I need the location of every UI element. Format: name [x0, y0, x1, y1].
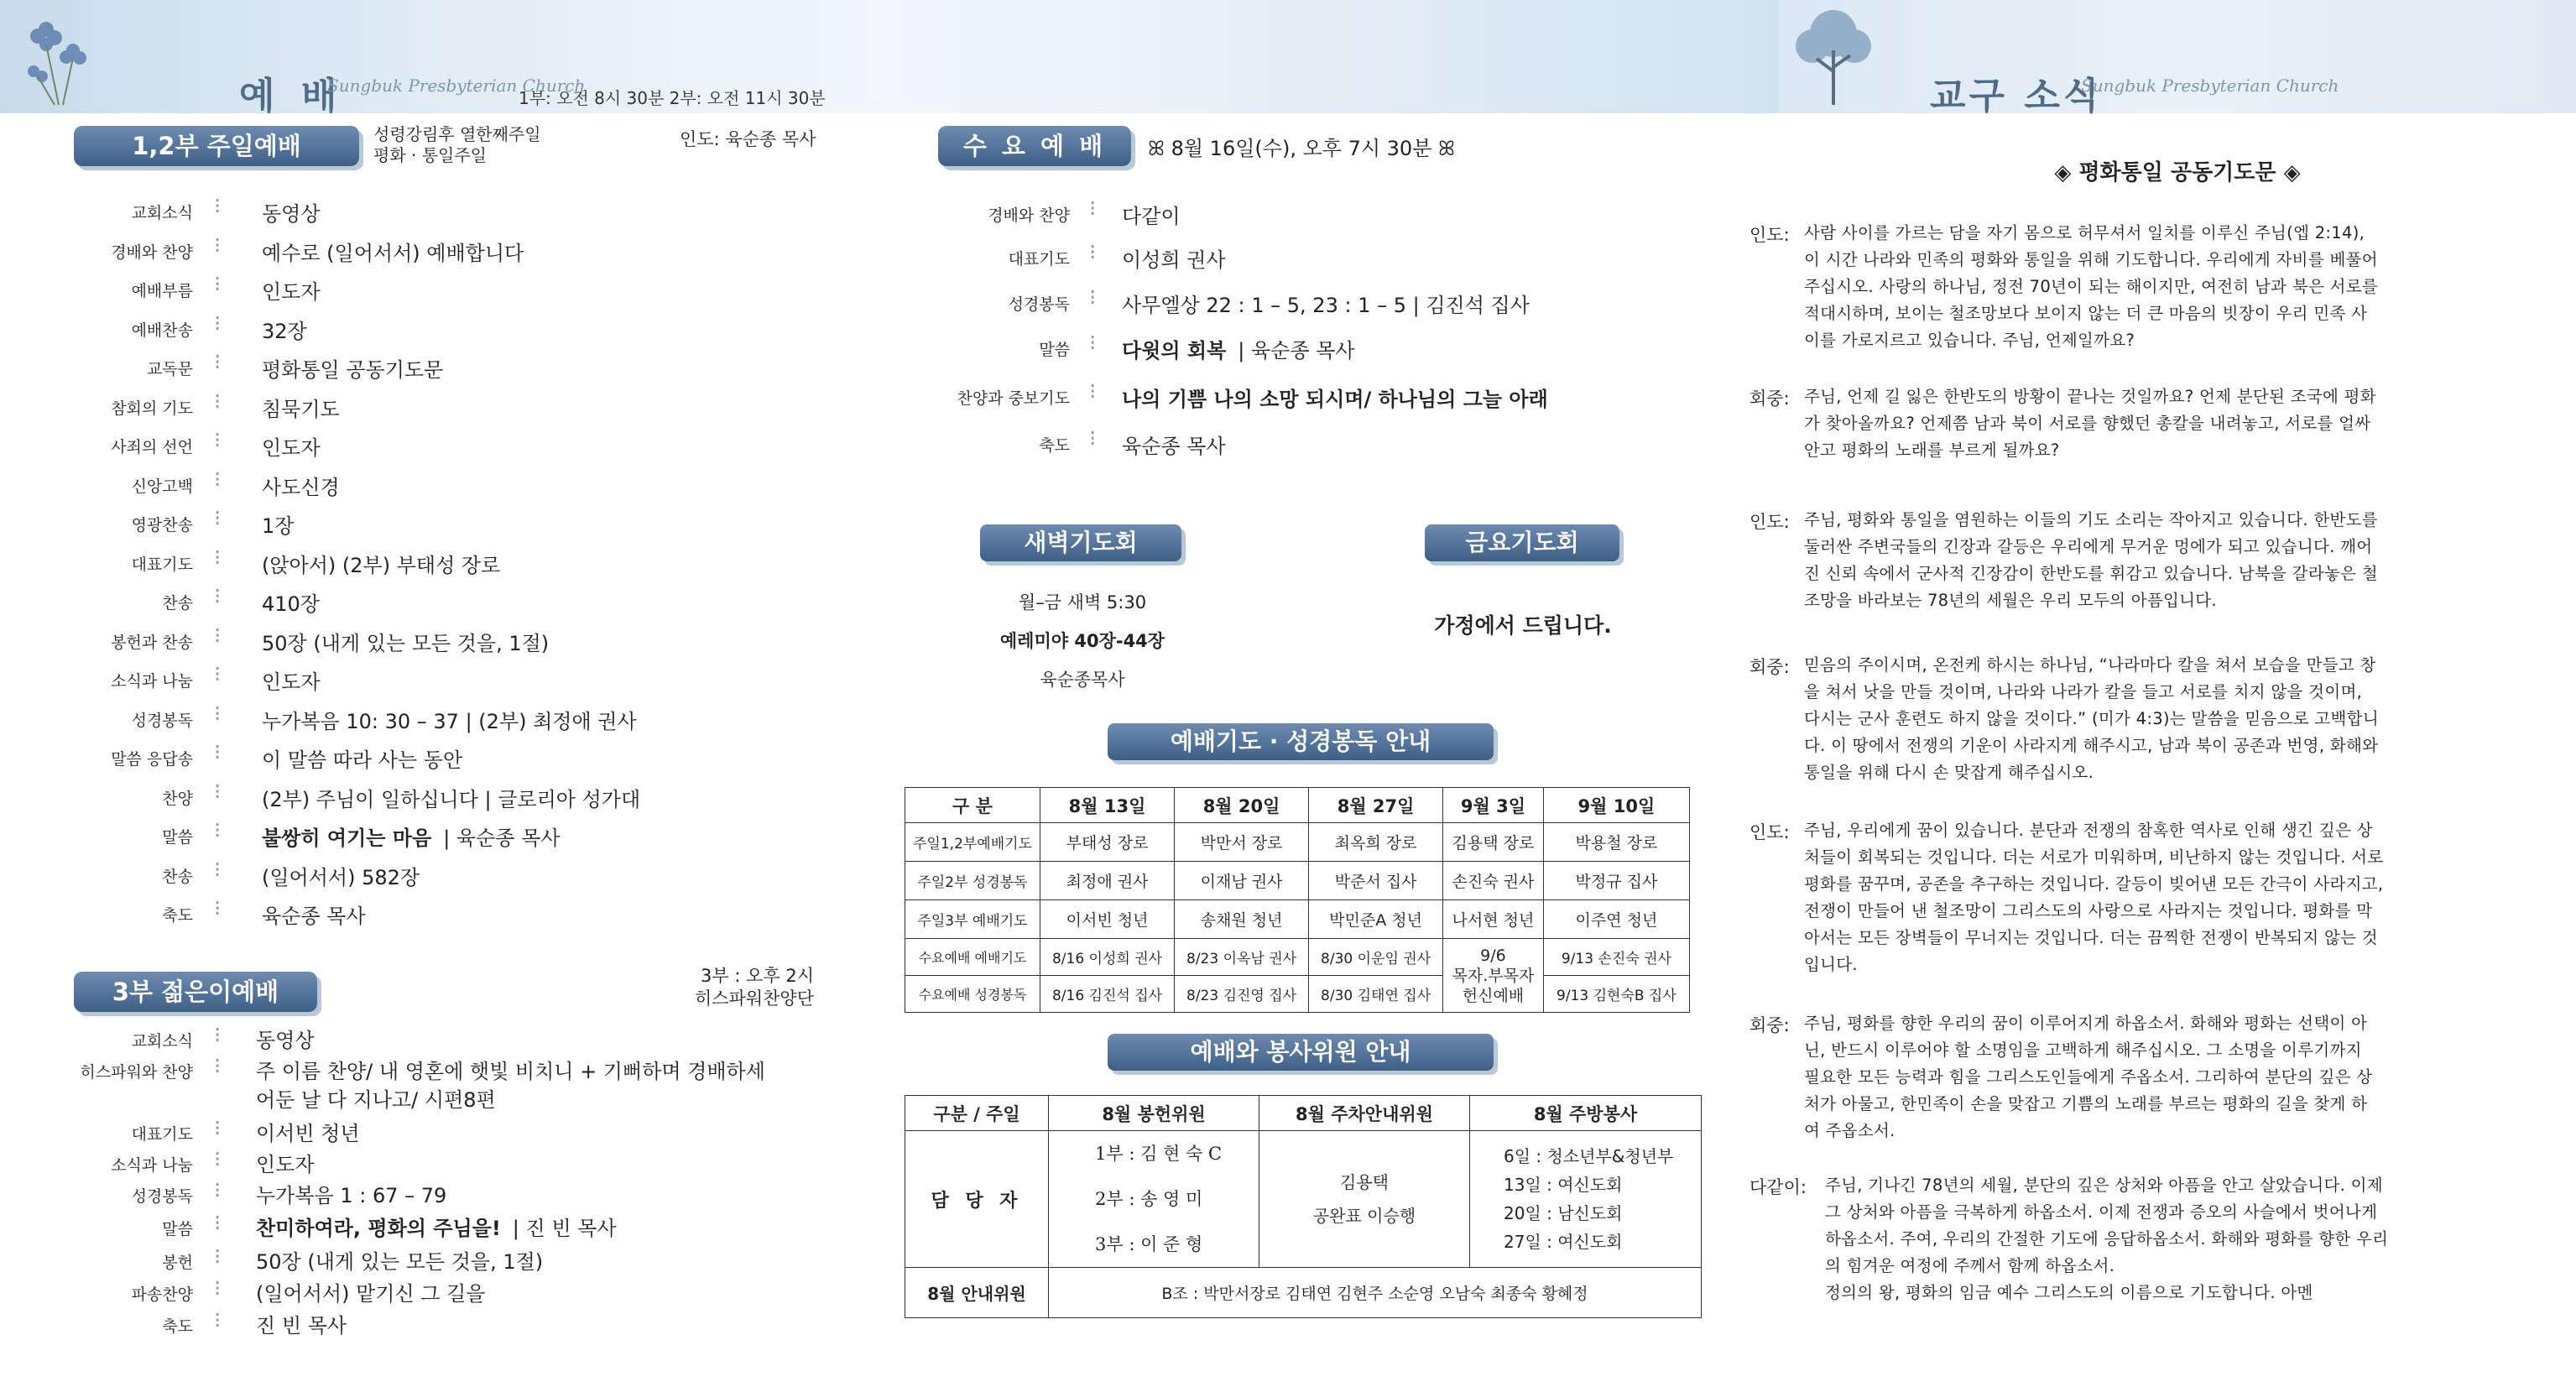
- order-value-text: 육순종 목사: [1122, 435, 1226, 458]
- order-row: [25, 232, 864, 276]
- table-cell: 박만서 장로: [1175, 823, 1309, 862]
- prayer-speaker: 회중:: [1749, 388, 1790, 409]
- order-value: [262, 275, 321, 305]
- order-label: 성경봉독: [131, 711, 193, 730]
- order-value-text: 평화통일 공동기도문: [262, 358, 444, 382]
- order-value: [262, 627, 549, 656]
- order-separator: ⁝: [214, 388, 222, 415]
- order-row: [25, 506, 864, 549]
- order-separator: ⁝: [214, 662, 222, 687]
- prayer-line: 진 신뢰 속에서 군사적 긴장감이 한반도를 휘감고 있습니다. 남북을 갈라놓은 철: [1804, 564, 2378, 583]
- table-cell: 9/13 손진숙 권사: [1543, 939, 1689, 976]
- prayer-line: 가 찾아올까요? 언제쯤 남과 북이 서로를 향했던 총칼을 내려놓고, 서로를 얼싸: [1804, 414, 2371, 433]
- order-value: [1122, 200, 1181, 229]
- merged-line-1: 9/6: [1480, 946, 1506, 965]
- order-value-text: 인도자: [256, 1153, 315, 1176]
- table-cell-merged: [1443, 939, 1544, 1013]
- order-value: [256, 1119, 360, 1148]
- order-label: 영광찬송: [131, 516, 193, 534]
- table-cell: 8월 안내위원: [905, 1268, 1049, 1318]
- prayer-speaker: 회중:: [1749, 657, 1790, 677]
- prayer-line: 이 시간 나라와 민족의 평화와 통일을 위해 기도합니다. 우리에게 자비를 베풀어: [1804, 250, 2378, 269]
- offering-3: 3부 : 이 준 형: [1095, 1234, 1203, 1254]
- order-label: 신앙고백: [131, 477, 193, 496]
- order-value-text: 누가복음 10: 30 – 37 | (2부) 최정애 권사: [262, 709, 637, 733]
- flower-icon: [13, 4, 105, 109]
- order-value: [262, 821, 560, 851]
- order-separator: ⁝: [214, 1023, 222, 1048]
- wednesday-title: 수 요 예 배: [938, 126, 1131, 166]
- prayer-line: 처가 아물고, 한민족이 손을 맞잡고 기쁨의 노래를 부르는 평화의 길을 찾게 하: [1804, 1094, 2368, 1113]
- order-separator: ⁝: [214, 1276, 222, 1301]
- order-row: [25, 272, 864, 315]
- order-value-text: 이성희 권사: [1122, 248, 1226, 272]
- order-separator: ⁝: [214, 1116, 222, 1141]
- kitchen-cell: [1470, 1131, 1702, 1268]
- order-value: [1122, 430, 1226, 459]
- prayer-line: 사람 사이를 가르는 담을 자기 몸으로 허무셔서 일치를 이루신 주님(엡 2:14),: [1804, 223, 2365, 242]
- prayer-line: 조망을 바라보는 78년의 세월은 우리 모두의 아픔입니다.: [1804, 591, 2217, 610]
- wednesday-date: ꕤ 8월 16일(수), 오후 7시 30분 ꕤ: [1148, 137, 1455, 160]
- table-cell: 8/30 김태연 집사: [1309, 976, 1443, 1013]
- order-separator: ⁝: [214, 1147, 222, 1172]
- order-row: [25, 545, 864, 588]
- order-value: [256, 1057, 765, 1114]
- table-row: [905, 1131, 1702, 1268]
- table-header: 9월 10일: [1543, 788, 1689, 823]
- order-label: 말씀: [162, 828, 193, 847]
- order-value: [262, 861, 420, 890]
- order-label: 찬송: [162, 867, 193, 886]
- order-value: [262, 393, 340, 422]
- order-label: 축도: [162, 906, 193, 925]
- order-value: [256, 1150, 315, 1179]
- order-row: [25, 896, 864, 939]
- service12-subtitle: [373, 124, 541, 166]
- prayer-line: 필요한 모든 능력과 힘을 그리스도인들에게 주옵소서. 그리하여 분단의 깊은 상: [1804, 1067, 2373, 1087]
- table-cell: 담 당 자: [905, 1131, 1049, 1268]
- order-separator: ⁝: [214, 857, 222, 883]
- order-value-text: 동영상: [256, 1029, 315, 1052]
- order-value: [256, 1248, 543, 1276]
- merged-line-2: 목자.부목자: [1452, 966, 1535, 985]
- table-header: 9월 3일: [1443, 788, 1544, 823]
- service12-subtitle-1: 성령강림후 열한째주일: [373, 124, 541, 144]
- prayer-line: 을 쳐서 낫을 만들 것이며, 나라와 나라가 칼을 들고 서로를 치지 않을 것이며,: [1804, 682, 2363, 701]
- table-cell: 8/30 이운임 권사: [1309, 939, 1443, 976]
- order-value-suffix: | 육순종 목사: [1238, 339, 1355, 362]
- order-label: 교독문: [146, 360, 193, 378]
- order-value: [262, 665, 321, 695]
- dawn-line-2: 예레미야 40장-44장: [999, 631, 1165, 651]
- order-row: [25, 194, 864, 237]
- prayer-line: 평화를 꿈꾸며, 공존을 추구하는 것입니다. 갈등이 빚어낸 모든 간극이 사라지고,: [1804, 874, 2384, 894]
- table-cell: 최정애 권사: [1040, 862, 1175, 900]
- order-row: [25, 662, 864, 705]
- order-separator: ⁝: [214, 779, 222, 805]
- table-row: [905, 900, 1690, 939]
- order-label: 성경봉독: [1008, 295, 1070, 314]
- order-row: [25, 350, 864, 393]
- order-separator: ⁝: [214, 896, 222, 921]
- order-value-text: 다윗의 회복: [1122, 339, 1227, 362]
- order-label: 찬송: [162, 594, 193, 613]
- table-cell: 박민준A 청년: [1309, 900, 1443, 939]
- prayer-line: 전쟁이 만들어 낸 철조망이 그리스도의 사랑으로 사라지는 것입니다. 평화를 막: [1804, 901, 2373, 920]
- order-separator: ⁝: [214, 310, 222, 336]
- prayer-line: 하옵소서. 주여, 우리의 간절한 기도에 응답하옵소서. 화해와 평화를 향한 우리: [1825, 1229, 2389, 1249]
- order-value: [256, 1181, 446, 1210]
- prayer-line: 닌, 반드시 이루어야 할 소명임을 고백하게 해주십시오. 그 소명을 이루기까지: [1804, 1040, 2362, 1060]
- order-value-text: 동영상: [262, 202, 321, 226]
- order-label: 말씀: [162, 1220, 193, 1238]
- table-header: 구분 / 주일: [905, 1096, 1049, 1131]
- order-separator: ⁝: [214, 623, 222, 649]
- order-value-suffix: | 진 빈 목사: [512, 1217, 617, 1240]
- order-value-suffix: | 육순종 목사: [443, 826, 561, 850]
- table-cell: 박정규 집사: [1543, 862, 1689, 900]
- order-value-text: 사도신경: [262, 475, 340, 499]
- order-value-text: 이 말씀 따라 사는 동안: [262, 748, 463, 772]
- order-separator: ⁝: [1089, 285, 1097, 310]
- order-label: 경배와 찬양: [111, 242, 193, 262]
- kitchen-2: 13일 : 여신도회: [1504, 1175, 1623, 1195]
- order-label: 축도: [1039, 436, 1070, 455]
- table-cell: 김용택 장로: [1443, 823, 1544, 862]
- table-header-row: [905, 1096, 1702, 1131]
- order-value: [262, 471, 340, 500]
- dawn-prayer-title: 새벽기도회: [980, 524, 1181, 561]
- order-value-text: (일어서서) 582장: [262, 865, 420, 889]
- order-value-text: 찬미하여라, 평화의 주님을!: [256, 1217, 501, 1240]
- order-value-text: 불쌍히 여기는 마음: [262, 826, 432, 850]
- church-script: Sungbuk Presbyterian Church: [327, 76, 586, 96]
- parking-cell: [1259, 1131, 1470, 1268]
- table-cell: 이서빈 청년: [1040, 900, 1175, 939]
- prayer-line: 다. 이 땅에서 전쟁의 기운이 사라지게 해주시고, 남과 북이 공존과 번영, 화해와: [1804, 736, 2379, 755]
- prayer-line: 적대시하며, 보이는 철조망보다 보이지 않는 더 큰 마음의 빗장이 우리 민족 사: [1804, 304, 2368, 323]
- table-row: [905, 862, 1690, 900]
- order-label: 사죄의 선언: [111, 438, 193, 456]
- table-cell: 나서현 청년: [1443, 900, 1544, 939]
- order-value-text: 침묵기도: [262, 397, 340, 421]
- order-value-line2: 어둔 날 다 지나고/ 시편8편: [256, 1088, 496, 1112]
- prayer-line: 주님, 우리에게 꿈이 있습니다. 분단과 전쟁의 참혹한 역사로 인해 생긴 깊은 상: [1804, 821, 2373, 840]
- order-value-text: 누가복음 1 : 67 – 79: [256, 1184, 447, 1207]
- worship-header-title: 예 배: [239, 75, 344, 117]
- order-label: 봉헌과 찬송: [111, 633, 193, 652]
- table-cell: 이재남 권사: [1175, 862, 1309, 900]
- table-row: [905, 823, 1690, 862]
- service3-team: 히스파워찬양단: [694, 988, 814, 1009]
- service3-time-block: [613, 965, 814, 1010]
- order-value: [262, 549, 500, 578]
- kitchen-4: 27일 : 여신도회: [1504, 1232, 1623, 1252]
- order-separator: ⁝: [1089, 240, 1097, 265]
- order-row: [25, 388, 864, 432]
- order-value-text: (2부) 주님이 일하십니다 | 글로리아 성가대: [262, 787, 641, 811]
- order-value-text: 진 빈 목사: [256, 1314, 347, 1337]
- order-value-text: 다같이: [1122, 205, 1181, 228]
- prayer-line: 다시는 군사 훈련도 하지 않을 것이다.” (미가 4:3)는 말씀을 믿음으로 고백합니: [1804, 709, 2379, 728]
- order-value: [262, 899, 366, 929]
- church-script-right: Sungbuk Presbyterian Church: [2081, 76, 2339, 96]
- order-value-text: 1장: [262, 514, 295, 538]
- order-separator: ⁝: [214, 232, 222, 258]
- order-label: 파송찬양: [131, 1285, 193, 1304]
- order-separator: ⁝: [214, 272, 222, 297]
- order-separator: ⁝: [214, 467, 222, 493]
- order-value-text: 인도자: [262, 280, 321, 304]
- order-separator: ⁝: [214, 1178, 222, 1203]
- volunteer-table: [905, 1095, 1702, 1318]
- merged-line-3: 헌신예배: [1462, 986, 1525, 1005]
- table-row: [905, 939, 1690, 976]
- order-value-text: 나의 기쁨 나의 소망 되시며/ 하나님의 그늘 아래: [1122, 388, 1548, 411]
- service3-time: 3부 : 오후 2시: [701, 966, 814, 986]
- order-value-text: 예수로 (일어서서) 예배합니다: [262, 241, 524, 265]
- order-value: [262, 587, 320, 617]
- kitchen-3: 20일 : 남신도회: [1504, 1203, 1623, 1223]
- table-cell: 주일1,2부예배기도: [905, 823, 1040, 862]
- order-separator: ⁝: [214, 1308, 222, 1333]
- order-value-text: 50장 (내게 있는 모든 것을, 1절): [262, 631, 550, 655]
- order-row: [25, 857, 864, 900]
- order-value-text: 32장: [262, 319, 307, 343]
- order-label: 대표기도: [131, 555, 193, 574]
- table-cell: 손진숙 권사: [1443, 862, 1544, 900]
- order-value: [256, 1280, 485, 1308]
- table-cell: 8/23 김진영 집사: [1175, 976, 1309, 1013]
- order-value-text: 주 이름 찬양/ 내 영혼에 햇빛 비치니 + 기뻐하며 경배하세: [256, 1060, 765, 1083]
- table-cell: 8/23 이옥남 권사: [1175, 939, 1309, 976]
- prayer-table-title: 예배기도 · 성경봉독 안내: [1108, 723, 1494, 760]
- order-label: 히스파워와 찬양: [80, 1063, 193, 1082]
- prayer-line: 아서는 모든 장벽들이 무너지는 것입니다. 더는 끔찍한 전쟁이 반복되지 않는 것: [1804, 928, 2378, 947]
- order-label: 소식과 나눔: [111, 672, 193, 691]
- order-label: 교회소식: [131, 204, 193, 222]
- order-value-text: 인도자: [262, 436, 321, 460]
- order-row: [25, 818, 864, 861]
- order-value: [262, 431, 321, 461]
- table-header: 8월 27일: [1309, 788, 1443, 823]
- table-cell: B조 : 박만서장로 김태연 김현주 소순영 오남숙 최종숙 황혜정: [1049, 1268, 1702, 1318]
- prayer-line: 정의의 왕, 평화의 임금 예수 그리스도의 이름으로 기도합니다. 아멘: [1825, 1283, 2313, 1302]
- order-separator: ⁝: [1089, 426, 1097, 451]
- order-label: 예배찬송: [131, 321, 193, 340]
- order-label: 교회소식: [131, 1032, 193, 1051]
- order-separator: ⁝: [1089, 196, 1097, 222]
- order-value: [262, 509, 294, 539]
- order-value: [262, 783, 640, 812]
- order-value: [262, 353, 443, 383]
- parking-1: 김용택: [1340, 1172, 1389, 1192]
- order-value-text: 인도자: [262, 670, 321, 694]
- service12-subtitle-2: 평화 · 통일주일: [373, 145, 487, 165]
- order-label: 참회의 기도: [111, 399, 193, 418]
- news-header-title: 교구 소식: [1930, 75, 2103, 117]
- prayer-line: 믿음의 주이시며, 온전케 하시는 하나님, “나라마다 칼을 쳐서 보습을 만들고 창: [1804, 655, 2376, 675]
- order-label: 찬양: [162, 789, 193, 808]
- prayer-line: 주님, 평화와 통일을 염원하는 이들의 기도 소리는 작아지고 있습니다. 한반도를: [1804, 510, 2378, 529]
- order-row: [25, 310, 864, 354]
- table-cell: 수요예배 성경봉독: [905, 976, 1040, 1013]
- order-row: [25, 584, 864, 627]
- table-cell: 9/13 김현숙B 집사: [1543, 976, 1689, 1013]
- order-label: 경배와 찬양: [988, 206, 1070, 225]
- prayer-schedule-table: [905, 787, 1690, 1013]
- prayer-speaker: 인도:: [1749, 512, 1790, 532]
- order-value-text: 50장 (내게 있는 모든 것을, 1절): [256, 1250, 544, 1274]
- order-value-text: 육순종 목사: [262, 905, 366, 928]
- order-value-text: (앉아서) (2부) 부태성 장로: [262, 553, 501, 577]
- table-cell: 8/16 김진석 집사: [1040, 976, 1175, 1013]
- order-label: 봉헌: [162, 1254, 193, 1272]
- order-value: [1122, 289, 1530, 318]
- order-separator: ⁝: [214, 194, 222, 219]
- prayer-line: 주님, 평화를 향한 우리의 꿈이 이루어지게 하옵소서. 화해와 평화는 선택이 아: [1804, 1014, 2368, 1033]
- right-banner: [1779, 0, 2576, 117]
- order-separator: ⁝: [214, 545, 222, 571]
- table-cell: 주일2부 성경봉독: [905, 862, 1040, 900]
- prayer-line: 주님, 기나긴 78년의 세월, 분단의 깊은 상처와 아픔을 안고 살았습니다. 이제: [1825, 1176, 2383, 1195]
- table-header: 8월 봉헌위원: [1049, 1096, 1259, 1131]
- order-label: 말씀 응답송: [111, 750, 193, 769]
- table-header: 8월 20일: [1175, 788, 1309, 823]
- order-row: [25, 701, 864, 744]
- prayer-speaker: 다같이:: [1749, 1177, 1807, 1197]
- order-label: 성경봉독: [131, 1187, 193, 1206]
- order-separator: ⁝: [214, 1211, 222, 1236]
- table-cell: 이주연 청년: [1543, 900, 1689, 939]
- order-value: [256, 1026, 315, 1055]
- order-label: 예배부름: [131, 282, 193, 300]
- prayer-line: 안고 평화의 노래를 부르게 될까요?: [1804, 441, 2060, 460]
- order-value: [262, 315, 307, 344]
- order-row: [25, 740, 864, 783]
- prayer-line: 둘러싼 주변국들의 긴장과 갈등은 우리에게 무거운 멍에가 되고 있습니다. 깨어: [1804, 537, 2373, 556]
- prayer-speaker: 인도:: [1749, 822, 1790, 842]
- order-separator: ⁝: [214, 1054, 222, 1079]
- order-row: [25, 467, 864, 510]
- order-separator: ⁝: [214, 506, 222, 531]
- order-value: [262, 743, 462, 773]
- dawn-line-3: 육순종목사: [1040, 670, 1125, 690]
- order-separator: ⁝: [214, 350, 222, 375]
- table-cell: 박준서 집사: [1309, 862, 1443, 900]
- order-row: [25, 779, 864, 822]
- service12-title: 1,2부 주일예배: [74, 126, 359, 166]
- order-separator: ⁝: [214, 818, 222, 843]
- service12-leader: 인도: 육순종 목사: [680, 129, 816, 149]
- order-value-text: (일어서서) 맡기신 그 길을: [256, 1282, 486, 1306]
- offering-cell: [1049, 1131, 1259, 1268]
- order-value: [1122, 334, 1355, 363]
- table-cell: 8/16 이성희 권사: [1040, 939, 1175, 976]
- table-cell: 부태성 장로: [1040, 823, 1175, 862]
- table-header: 8월 주차안내위원: [1259, 1096, 1470, 1131]
- order-row: [25, 623, 864, 666]
- order-separator: ⁝: [214, 701, 222, 727]
- table-row: [905, 1268, 1702, 1318]
- order-label: 축도: [162, 1317, 193, 1336]
- service-times: 1부: 오전 8시 30분 2부: 오전 11시 30분: [519, 88, 826, 108]
- order-value-text: 410장: [262, 592, 320, 616]
- order-value: [262, 237, 524, 266]
- prayer-line: 주님, 언제 길 잃은 한반도의 방황이 끝나는 것일까요? 언제 분단된 조국에 평화: [1804, 387, 2376, 406]
- middle-banner: [889, 0, 1779, 113]
- order-label: 대표기도: [1008, 250, 1070, 269]
- prayer-line: 통일을 위해 다시 손 맞잡게 해주십시오.: [1804, 763, 2094, 782]
- prayer-speaker: 회중:: [1749, 1015, 1790, 1035]
- order-separator: ⁝: [214, 740, 222, 765]
- order-separator: ⁝: [214, 1244, 222, 1270]
- order-value: [256, 1214, 617, 1243]
- table-cell: 박용철 장로: [1543, 823, 1689, 862]
- prayer-title: ◈ 평화통일 공동기도문 ◈: [2054, 160, 2301, 185]
- order-separator: ⁝: [1089, 379, 1097, 404]
- order-label: 대표기도: [131, 1125, 193, 1144]
- prayer-line: 입니다.: [1804, 955, 1858, 974]
- prayer-speaker: 인도:: [1749, 225, 1790, 245]
- prayer-line: 여 주옵소서.: [1804, 1121, 1895, 1140]
- table-cell: 수요예배 예배기도: [905, 939, 1040, 976]
- table-header: 8월 13일: [1040, 788, 1175, 823]
- prayer-line: 그 상처와 아픔을 극복하게 하옵소서. 이제 전쟁과 증오의 사슬에서 벗어나게: [1825, 1202, 2378, 1222]
- order-separator: ⁝: [214, 428, 222, 453]
- order-separator: ⁝: [214, 584, 222, 609]
- table-cell: 최옥희 장로: [1309, 823, 1443, 862]
- service3-title: 3부 젊은이예배: [74, 972, 317, 1012]
- order-value-text: 이서빈 청년: [256, 1122, 360, 1145]
- prayer-line: 주십시오. 사랑의 하나님, 정전 70년이 되는 해이지만, 여전히 남과 북은 서로를: [1804, 277, 2379, 296]
- left-banner: [0, 0, 889, 117]
- offering-2: 2부 : 송 영 미: [1095, 1189, 1203, 1209]
- dawn-line-1: 월–금 새벽 5:30: [1018, 592, 1147, 613]
- order-value: [1122, 243, 1226, 273]
- prayer-line: 의 힘겨운 여정에 주께서 함께 하옵소서.: [1825, 1256, 2115, 1275]
- dawn-prayer-info: [948, 583, 1217, 699]
- order-label: 말씀: [1039, 341, 1070, 359]
- kitchen-1: 6일 : 청소년부&청년부: [1504, 1146, 1674, 1166]
- offering-1: 1부 : 김 현 숙 C: [1095, 1144, 1223, 1164]
- tree-icon: [1779, 0, 1888, 109]
- prayer-line: 이를 가로지르고 있습니다. 주님, 언제일까요?: [1804, 331, 2135, 350]
- order-separator: ⁝: [1089, 331, 1097, 356]
- order-row: [25, 428, 864, 471]
- order-value: [256, 1311, 347, 1340]
- friday-prayer-title: 금요기도회: [1425, 524, 1619, 561]
- order-label: 찬양과 중보기도: [957, 389, 1070, 408]
- table-row: [905, 976, 1690, 1013]
- table-cell: 송채원 청년: [1175, 900, 1309, 939]
- friday-prayer-info: 가정에서 드립니다.: [1434, 613, 1612, 638]
- table-header: 구 분: [905, 788, 1040, 823]
- service-table-title: 예배와 봉사위원 안내: [1108, 1034, 1494, 1071]
- table-header-row: [905, 788, 1690, 823]
- parking-2: 공완표 이승행: [1312, 1206, 1416, 1226]
- order-value: [262, 705, 637, 734]
- order-value: [262, 197, 321, 227]
- table-cell: 주일3부 예배기도: [905, 900, 1040, 939]
- order-label: 소식과 나눔: [111, 1156, 193, 1175]
- order-value: [1122, 383, 1548, 412]
- table-header: 8월 주방봉사: [1470, 1096, 1702, 1131]
- prayer-line: 처들이 회복되는 것입니다. 더는 서로가 미워하며, 비난하지 않는 것입니다. 서로: [1804, 847, 2384, 867]
- order-value-text: 사무엘상 22 : 1 – 5, 23 : 1 – 5 | 김진석 집사: [1122, 294, 1530, 317]
